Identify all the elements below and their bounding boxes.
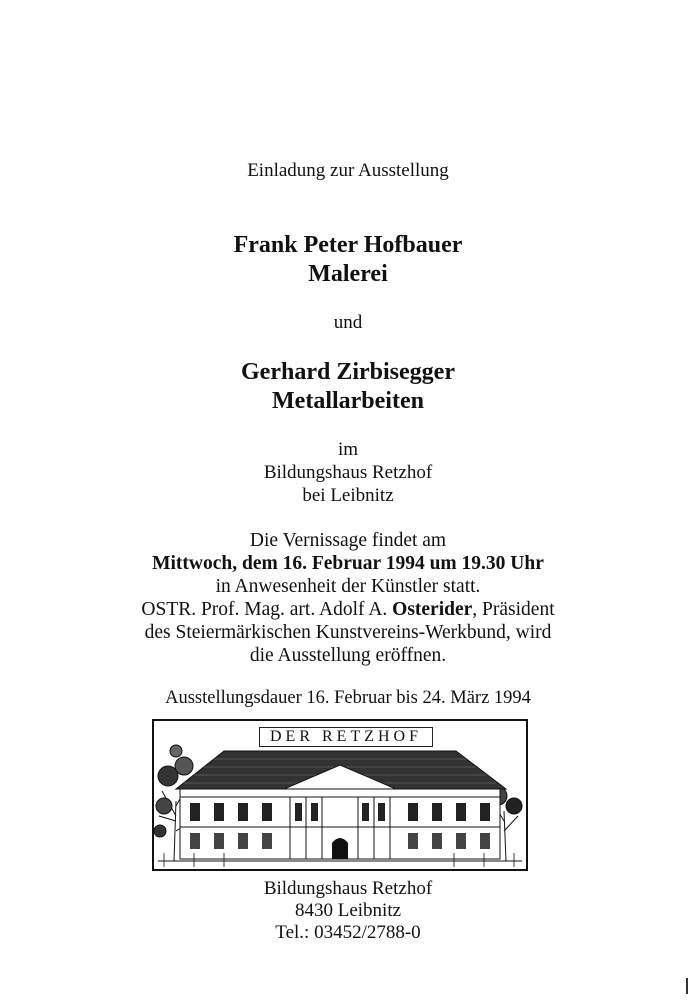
venue-prefix: im [337, 439, 359, 460]
artist2-discipline: Metallarbeiten [272, 388, 424, 414]
opener-name: Osterider [392, 599, 473, 620]
artist1-name: Frank Peter Hofbauer [233, 232, 463, 258]
artist2-name: Gerhard Zirbisegger [241, 359, 455, 385]
opener-role: , Präsident [472, 599, 555, 620]
entrance-door [332, 838, 348, 859]
retzhof-illustration [152, 719, 528, 871]
vernissage-presence: in Anwesenheit der Künstler statt. [215, 576, 481, 597]
vernissage-opener [0, 598, 696, 621]
opener-title: OSTR. Prof. Mag. art. Adolf A. [141, 599, 393, 620]
retzhof-banner: DER RETZHOF [259, 727, 433, 747]
vernissage-date: Mittwoch, dem 16. Februar 1994 um 19.30 Uhr [152, 553, 544, 574]
conjunction: und [333, 312, 363, 333]
invitation-intro: Einladung zur Ausstellung [247, 160, 449, 181]
exhibition-duration: Ausstellungsdauer 16. Februar bis 24. März 1994 [165, 688, 531, 708]
vernissage-intro: Die Vernissage findet am [249, 530, 447, 551]
venue-location: bei Leibnitz [302, 485, 394, 506]
vernissage-opening: die Ausstellung eröffnen. [249, 645, 447, 666]
scan-edge-mark [686, 978, 688, 994]
artist1-discipline: Malerei [308, 261, 388, 287]
venue-name: Bildungshaus Retzhof [263, 462, 433, 483]
contact-name: Bildungshaus Retzhof [263, 878, 433, 899]
vernissage-organization: des Steiermärkischen Kunstvereins-Werkbund, wird [144, 622, 552, 643]
contact-phone: Tel.: 03452/2788-0 [275, 922, 421, 943]
contact-address: 8430 Leibnitz [294, 900, 402, 921]
